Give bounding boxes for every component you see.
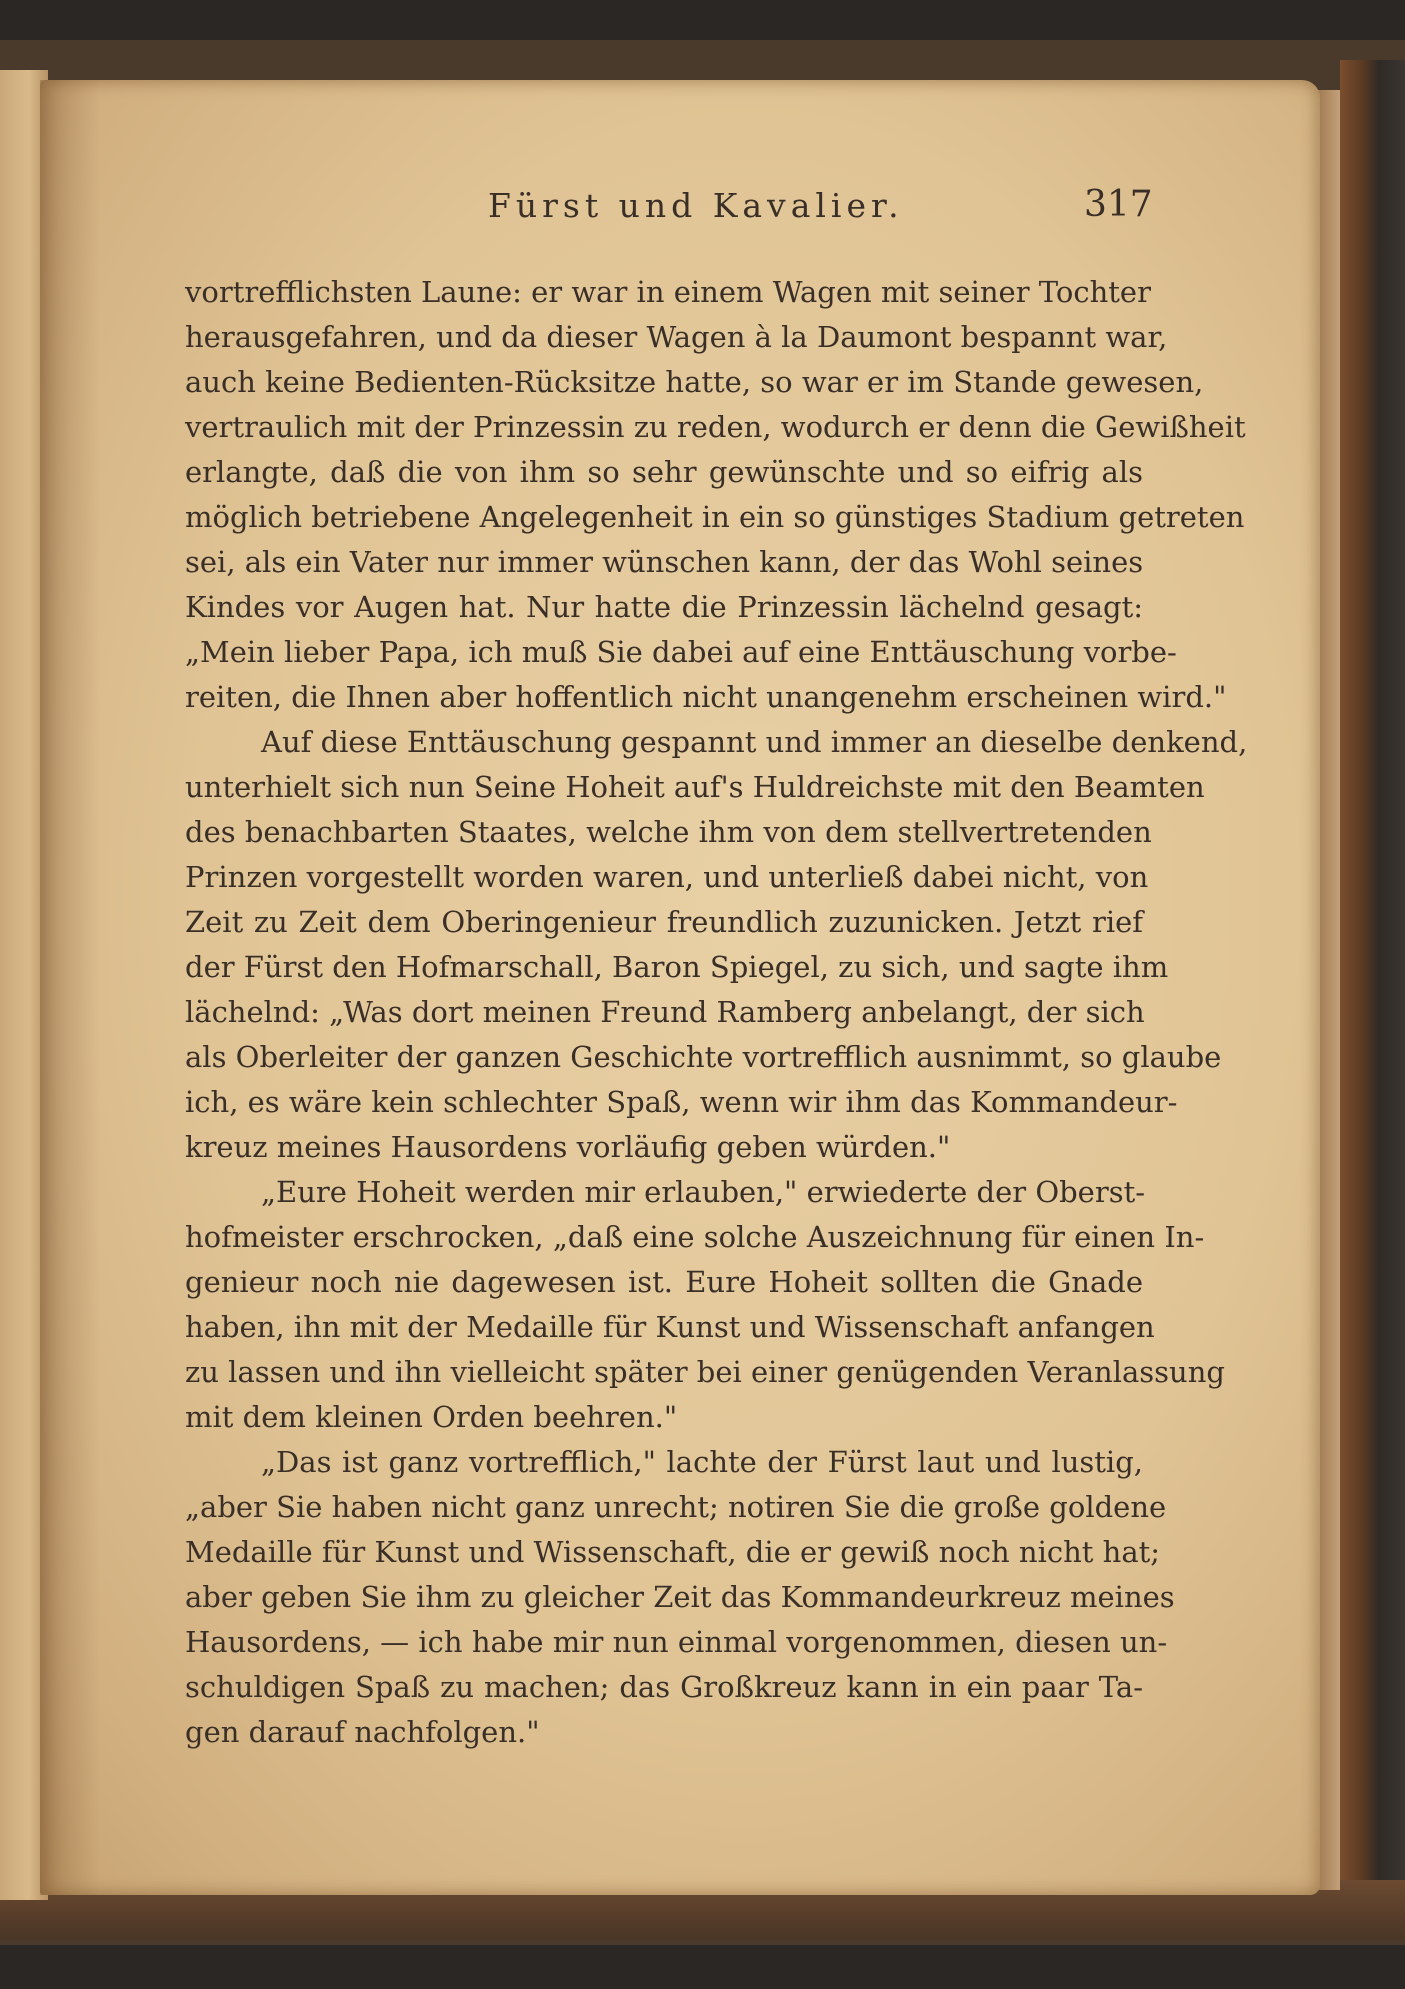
text-line: aber geben Sie ihm zu gleicher Zeit das Kommandeurkreuz meines [185,1580,1175,1614]
text-line: gen darauf nachfolgen." [185,1715,540,1749]
text-line: „Mein lieber Papa, ich muß Sie dabei auf eine Enttäuschung vorbe- [185,635,1177,669]
text-line: erlangte, daß die von ihm so sehr gewünschte und so eifrig als [185,455,1143,489]
running-title: Fürst und Kavalier. [488,186,904,225]
text-line: auch keine Bedienten-Rücksitze hatte, so war er im Stande gewesen, [185,365,1204,399]
text-line: Medaille für Kunst und Wissenschaft, die er gewiß noch nicht hat; [185,1535,1161,1569]
text-line: schuldigen Spaß zu machen; das Großkreuz kann in ein paar Ta- [185,1670,1143,1704]
text-line: Zeit zu Zeit dem Oberingenieur freundlich zuzunicken. Jetzt rief [185,905,1143,939]
text-line: genieur noch nie dagewesen ist. Eure Hoheit sollten die Gnade [185,1265,1143,1299]
text-line: haben, ihn mit der Medaille für Kunst und Wissenschaft anfangen [185,1310,1155,1344]
text-line: „Eure Hoheit werden mir erlauben," erwiederte der Oberst- [261,1175,1146,1209]
text-line: zu lassen und ihn vielleicht später bei einer genügenden Veranlassung [185,1355,1225,1389]
text-line: Auf diese Enttäuschung gespannt und immer an dieselbe denkend, [261,725,1248,759]
text-line: des benachbarten Staates, welche ihm von dem stellvertretenden [185,815,1152,849]
text-line: herausgefahren, und da dieser Wagen à la Daumont bespannt war, [185,320,1168,354]
text-line: unterhielt sich nun Seine Hoheit auf's Huldreichste mit den Beamten [185,770,1205,804]
text-line: reiten, die Ihnen aber hoffentlich nicht unangenehm erscheinen wird." [185,680,1227,714]
text-line: Hausordens, — ich habe mir nun einmal vorgenommen, diesen un- [185,1625,1168,1659]
text-line: möglich betriebene Angelegenheit in ein so günstiges Stadium getreten [185,500,1245,534]
body-text [185,270,1248,1755]
text-line: vortrefflichsten Laune: er war in einem Wagen mit seiner Tochter [185,275,1151,309]
text-line: vertraulich mit der Prinzessin zu reden, wodurch er denn die Gewißheit [185,410,1246,444]
text-line: lächelnd: „Was dort meinen Freund Ramberg anbelangt, der sich [185,995,1145,1029]
text-line: ich, es wäre kein schlechter Spaß, wenn wir ihm das Kommandeur- [185,1085,1178,1119]
text-line: „Das ist ganz vortrefflich," lachte der Fürst laut und lustig, [261,1445,1143,1479]
text-line: „aber Sie haben nicht ganz unrecht; notiren Sie die große goldene [185,1490,1167,1524]
text-line: mit dem kleinen Orden beehren." [185,1400,678,1434]
book-spine-edge [1340,60,1405,1920]
text-line: sei, als ein Vater nur immer wünschen kann, der das Wohl seines [185,545,1144,579]
text-line: der Fürst den Hofmarschall, Baron Spiegel, zu sich, und sagte ihm [185,950,1169,984]
text-line: hofmeister erschrocken, „daß eine solche Auszeichnung für einen In- [185,1220,1205,1254]
gutter-shadow [40,80,100,1895]
page-number: 317 [1084,184,1153,225]
text-line: Kindes vor Augen hat. Nur hatte die Prinzessin lächelnd gesagt: [185,590,1143,624]
text-line: kreuz meines Hausordens vorläufig geben würden." [185,1130,951,1164]
text-line: Prinzen vorgestellt worden waren, und unterließ dabei nicht, von [185,860,1149,894]
text-line: als Oberleiter der ganzen Geschichte vortrefflich ausnimmt, so glaube [185,1040,1222,1074]
